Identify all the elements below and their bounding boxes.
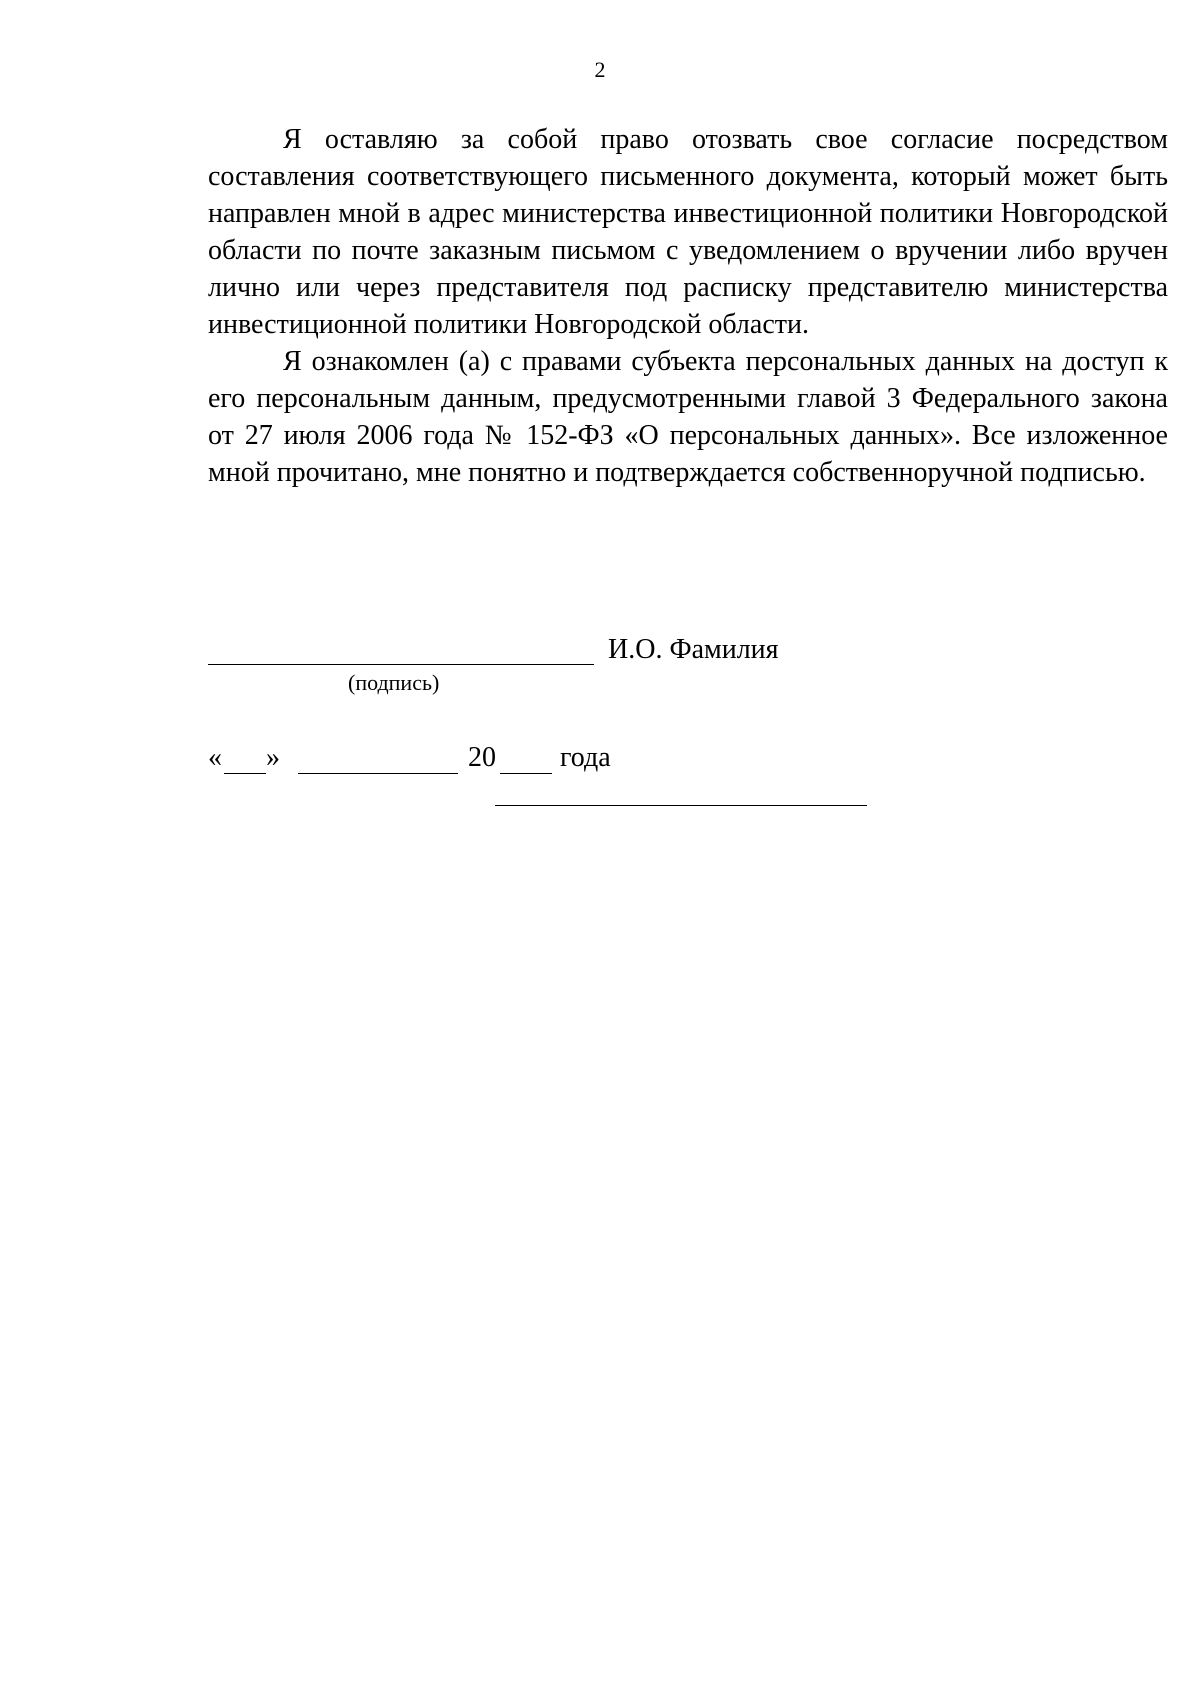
month-blank-line: [298, 773, 458, 774]
signature-caption: (подпись): [348, 670, 440, 695]
date-row: [208, 742, 1108, 776]
closing-line: [495, 805, 867, 806]
paragraph-withdraw-consent: Я оставляю за собой право отозвать свое согласие посредством составления соответствующего письменного документа, который может быть направлен мной в адрес министерства инвестиционной политики Новгородской области по почте заказным письмом с уведомлением о вручении либо вручен лично или через представителя под расписку представителю министерства инвестиционной политики Новгородской области.: [208, 124, 1168, 340]
date-suffix: года: [560, 742, 611, 773]
signer-name: И.О. Фамилия: [608, 634, 779, 665]
year-blank-line: [500, 773, 552, 774]
document-body: [208, 121, 1168, 491]
signature-line: [208, 664, 594, 665]
date-open-quote: «: [208, 742, 222, 773]
date-close-quote: »: [266, 742, 280, 773]
signature-block: [208, 632, 1108, 832]
page-number: 2: [594, 57, 606, 82]
year-prefix: 20: [468, 742, 496, 773]
paragraph-acknowledgement: Я ознакомлен (а) с правами субъекта персональных данных на доступ к его персональным данным, предусмотренными главой 3 Федерального закона от 27 июля 2006 года № 152-ФЗ «О персональных данных». Все изложенное мной прочитано, мне понятно и подтверждается собственноручной подписью.: [208, 346, 1168, 488]
day-blank-line: [224, 773, 266, 774]
